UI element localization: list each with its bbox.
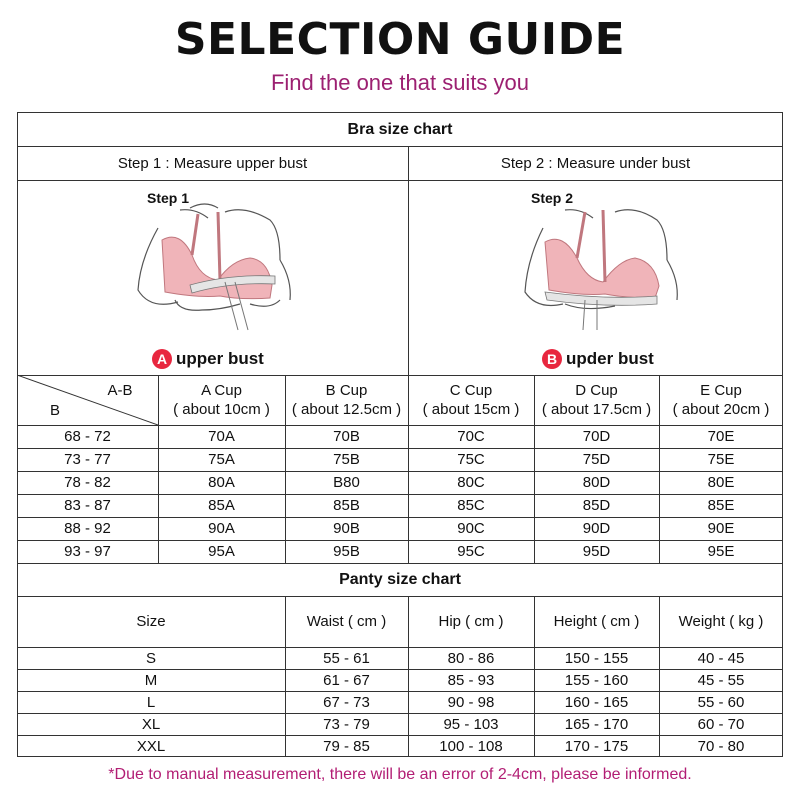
step1-caption-group [152, 347, 264, 371]
measurement-note: *Due to manual measurement, there will be an error of 2-4cm, please be informed. [108, 766, 692, 783]
panty-measure-cell: 60 - 70 [697, 715, 745, 733]
panty-measure-cell: 55 - 60 [697, 693, 745, 711]
bra-size-cell: 70A [208, 428, 235, 445]
corner-label-bottom: B [49, 401, 60, 419]
bra-size-cell: 80A [208, 474, 235, 491]
bra-size-cell: 85B [333, 497, 360, 514]
bra-size-cell: 90D [582, 520, 611, 537]
bra-size-cell: 85C [457, 497, 485, 514]
page-title: SELECTION GUIDE [174, 14, 626, 65]
page-subtitle: Find the one that suits you [270, 70, 530, 95]
bra-size-cell: 80D [582, 474, 611, 491]
panty-measure-cell: 85 - 93 [447, 671, 495, 689]
panty-measure-cell: 80 - 86 [447, 649, 495, 667]
panty-measure-cell: 70 - 80 [697, 737, 745, 755]
bra-size-cell: 70C [457, 428, 485, 445]
panty-size-cell: S [145, 649, 156, 667]
panty-measure-cell: 45 - 55 [697, 671, 745, 689]
bra-size-cell: 85A [208, 497, 235, 514]
bra-size-cell: 90E [707, 520, 735, 537]
bra-size-cell: B80 [333, 474, 360, 491]
bra-shape [545, 239, 659, 298]
band-size-cell: 73 - 77 [64, 451, 111, 468]
bra-chart-title: Bra size chart [347, 120, 453, 138]
bra-size-cell: 70D [582, 428, 611, 445]
bra-size-cell: 95C [457, 543, 485, 560]
bra-shape [162, 237, 272, 299]
bra-size-cell: 95D [582, 543, 611, 560]
bra-size-cell: 90A [208, 520, 235, 537]
bra-size-cell: 75E [707, 451, 735, 468]
column-header: E Cup ( about 20cm ) [672, 382, 770, 418]
panty-measure-cell: 67 - 73 [323, 693, 370, 711]
step1-label: Step 1 : Measure upper bust [117, 154, 308, 172]
column-header: Size [136, 613, 166, 630]
bra-size-cell: 95B [333, 543, 360, 560]
step1-image-label: Step 1 [146, 189, 189, 206]
step2-label: Step 2 : Measure under bust [500, 154, 691, 172]
column-header: C Cup ( about 15cm ) [422, 382, 520, 418]
bra-size-cell: 70B [333, 428, 360, 445]
panty-size-cell: M [144, 671, 158, 689]
panty-measure-cell: 79 - 85 [323, 737, 370, 755]
bra-size-cell: 75D [582, 451, 611, 468]
panty-measure-cell: 165 - 170 [564, 715, 629, 733]
step2-caption-group [542, 347, 654, 371]
panty-measure-cell: 55 - 61 [323, 649, 370, 667]
band-size-cell: 88 - 92 [64, 520, 111, 537]
band-size-cell: 83 - 87 [64, 497, 111, 514]
panty-size-cell: L [146, 693, 156, 711]
panty-measure-cell: 150 - 155 [564, 649, 629, 667]
panty-chart-title: Panty size chart [339, 571, 461, 588]
panty-measure-cell: 155 - 160 [564, 671, 629, 689]
column-header: Height ( cm ) [553, 613, 640, 630]
column-header: B Cup ( about 12.5cm ) [291, 382, 402, 418]
panty-measure-cell: 100 - 108 [439, 737, 503, 755]
bra-size-cell: 75A [208, 451, 235, 468]
column-header: Hip ( cm ) [438, 613, 504, 630]
bra-size-cell: 80E [707, 474, 735, 491]
panty-measure-cell: 61 - 67 [323, 671, 370, 689]
panty-measure-cell: 40 - 45 [697, 649, 745, 667]
panty-measure-cell: 160 - 165 [564, 693, 629, 711]
divider [408, 146, 409, 375]
bra-size-cell: 95E [707, 543, 735, 560]
bra-size-cell: 75B [333, 451, 360, 468]
step2-illustration [505, 200, 695, 340]
bra-size-cell: 80C [457, 474, 485, 491]
bra-size-cell: 90C [457, 520, 485, 537]
panty-size-cell: XL [141, 715, 161, 733]
step2-caption: upder bust [566, 349, 654, 368]
divider [17, 180, 783, 181]
circle-b-icon: B [542, 349, 562, 369]
bra-size-cell: 85E [707, 497, 735, 514]
panty-measure-cell: 170 - 175 [564, 737, 629, 755]
circle-a-icon: A [152, 349, 172, 369]
column-header: Weight ( kg ) [678, 613, 764, 630]
corner-label-top: A-B [107, 381, 133, 399]
bra-size-cell: 85D [582, 497, 611, 514]
band-size-cell: 78 - 82 [64, 474, 111, 491]
column-header: A Cup ( about 10cm ) [173, 382, 270, 418]
panty-measure-cell: 73 - 79 [323, 715, 370, 733]
panty-measure-cell: 95 - 103 [443, 715, 499, 733]
column-header: D Cup ( about 17.5cm ) [541, 382, 652, 418]
bra-size-cell: 95A [208, 543, 235, 560]
bra-size-cell: 70E [707, 428, 735, 445]
band-size-cell: 93 - 97 [64, 543, 111, 560]
band-size-cell: 68 - 72 [64, 428, 111, 445]
panty-size-cell: XXL [136, 737, 166, 755]
bra-size-cell: 90B [333, 520, 360, 537]
step1-caption: upper bust [176, 349, 264, 368]
step1-illustration [120, 200, 310, 340]
panty-measure-cell: 90 - 98 [447, 693, 495, 711]
bra-size-cell: 75C [457, 451, 485, 468]
step2-image-label: Step 2 [530, 189, 573, 206]
column-header: Waist ( cm ) [306, 613, 387, 630]
